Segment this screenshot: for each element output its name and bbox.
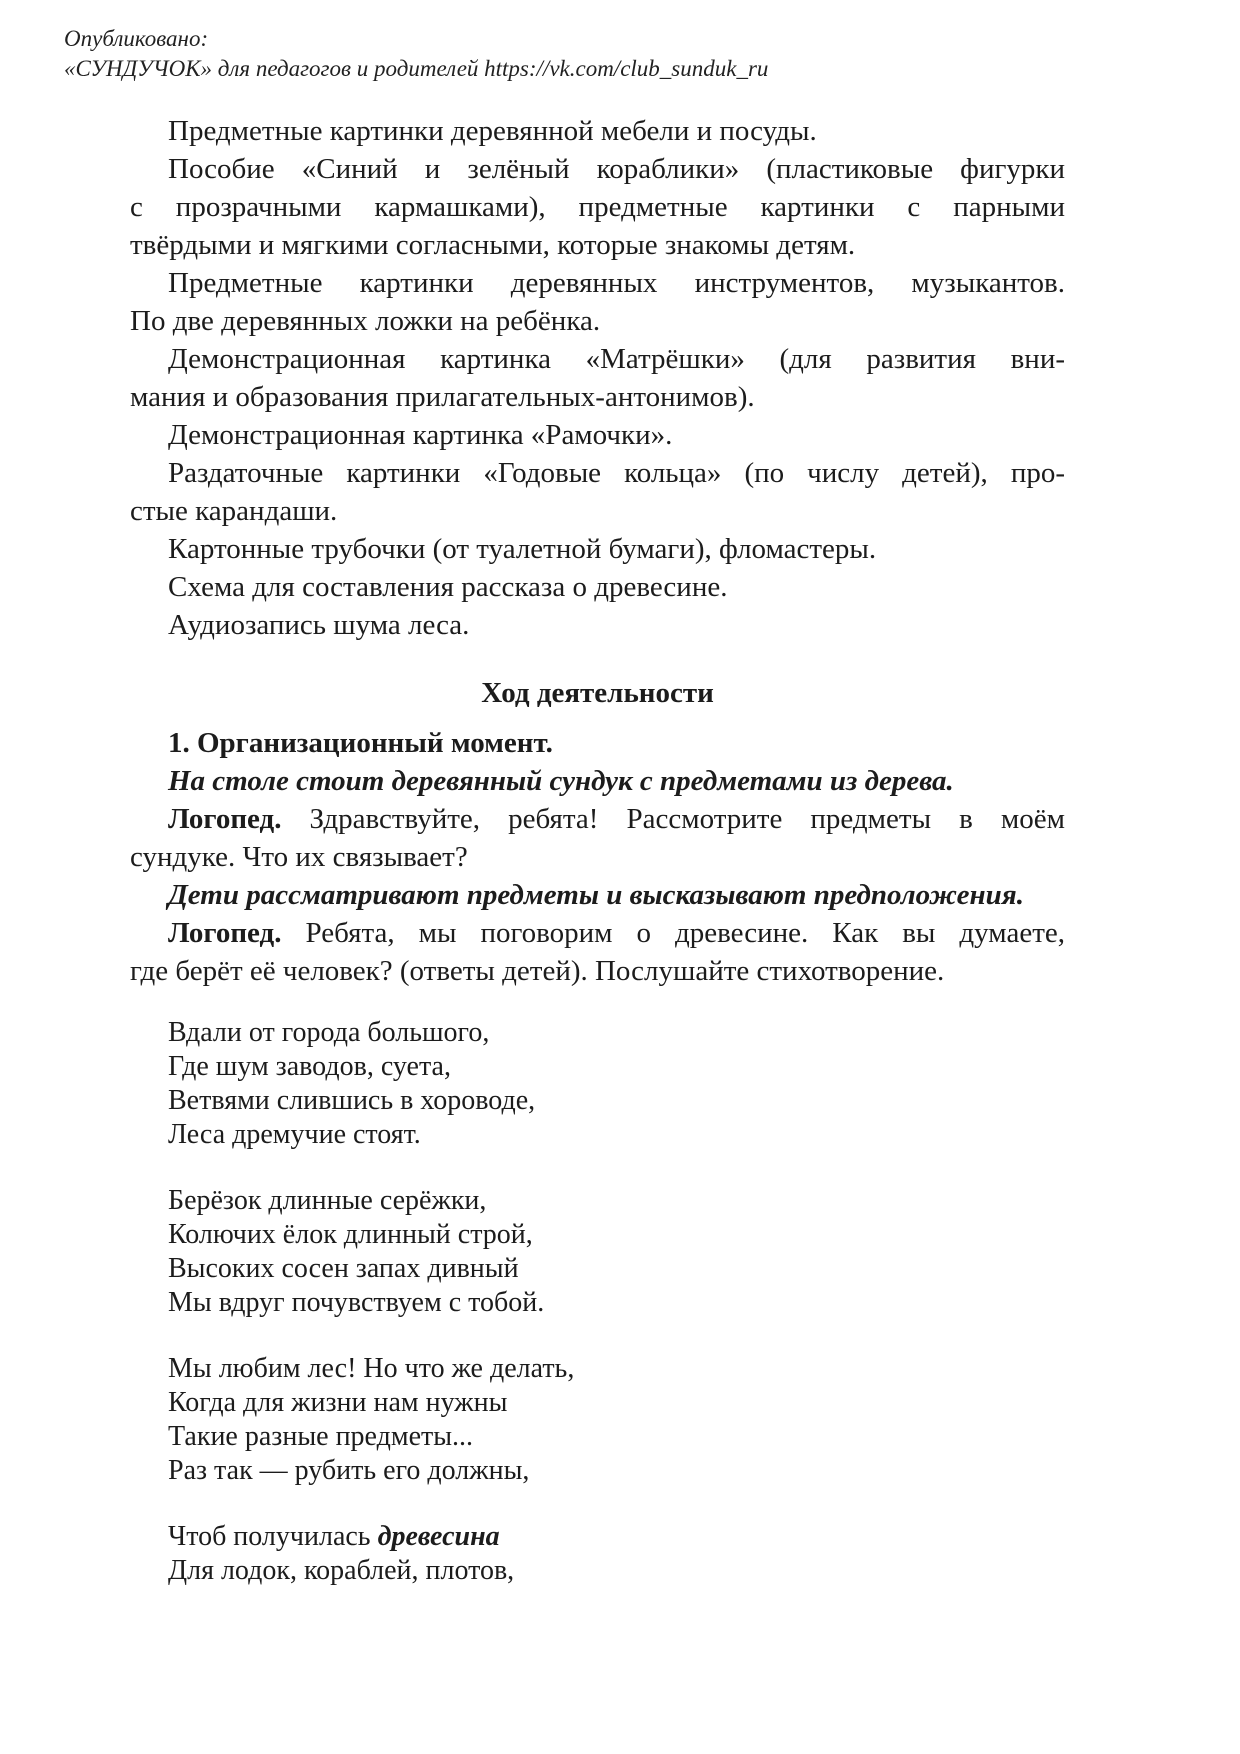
text-line: Пособие «Синий и зелёный кораблики» (пластиковые фигурки — [168, 153, 1065, 185]
poem-line: Где шум заводов, суета, — [168, 1051, 451, 1082]
speaker-label: Логопед. — [168, 917, 282, 949]
text-line: твёрдыми и мягкими согласными, которые знакомы детям. — [130, 229, 856, 261]
materials-paragraph — [130, 606, 1065, 644]
poem-line: Ветвями слившись в хороводе, — [168, 1085, 536, 1116]
poem-line: Для лодок, кораблей, плотов, — [168, 1555, 515, 1586]
text-line: Схема для составления рассказа о древесине. — [168, 571, 728, 603]
text-line: Предметные картинки деревянной мебели и посуды. — [168, 115, 817, 147]
materials-paragraph — [130, 150, 1065, 264]
speech-text: Ребята, мы поговорим о древесине. Как вы думаете, — [281, 917, 1065, 949]
materials-paragraph — [130, 340, 1065, 416]
materials-paragraph — [130, 264, 1065, 340]
poem-line: Такие разные предметы... — [168, 1421, 474, 1452]
text-line: мания и образования прилагательных-антонимов). — [130, 381, 755, 413]
poem-line: Берёзок длинные серёжки, — [168, 1185, 487, 1216]
materials-paragraph — [130, 454, 1065, 530]
text-line: Картонные трубочки (от туалетной бумаги), фломастеры. — [168, 533, 877, 565]
poem-stanza — [168, 1184, 1065, 1320]
stage-direction: Дети рассматривают предметы и высказывают предположения. — [168, 879, 1024, 911]
poem-line: Мы любим лес! Но что же делать, — [168, 1353, 575, 1384]
poem-line: Раз так — рубить его должны, — [168, 1455, 530, 1486]
poem-line — [168, 1520, 1065, 1554]
text-line: Аудиозапись шума леса. — [168, 609, 470, 641]
text-line: По две деревянных ложки на ребёнка. — [130, 305, 601, 337]
document-body — [130, 112, 1065, 1620]
published-label: Опубликовано: — [64, 26, 209, 51]
text-line: стые карандаши. — [130, 495, 338, 527]
poem-line: Высоких сосен запах дивный — [168, 1253, 519, 1284]
poem-emphasis-word: древесина — [377, 1521, 500, 1552]
document-header — [64, 24, 768, 84]
speech-line: где берёт её человек? (ответы детей). Послушайте стихотворение. — [130, 955, 945, 987]
text-line: Демонстрационная картинка «Рамочки». — [168, 419, 673, 451]
speaker-label: Логопед. — [168, 803, 282, 835]
speech-line — [130, 914, 1065, 952]
text-line: Предметные картинки деревянных инструментов, музыкантов. — [168, 267, 1065, 299]
section-heading: Ход деятельности — [481, 677, 714, 709]
step-1-block — [130, 724, 1065, 990]
materials-paragraph — [130, 568, 1065, 606]
poem-line: Леса дремучие стоят. — [168, 1119, 421, 1150]
step-title: 1. Организационный момент. — [168, 727, 553, 759]
speech-line — [130, 800, 1065, 838]
text-line: с прозрачными кармашками), предметные картинки с парными — [130, 191, 1065, 223]
text-line: Раздаточные картинки «Годовые кольца» (по числу детей), про- — [168, 457, 1065, 489]
poem-line: Когда для жизни нам нужны — [168, 1387, 508, 1418]
stage-direction: На столе стоит деревянный сундук с предметами из дерева. — [168, 765, 954, 797]
speech-line: сундуке. Что их связывает? — [130, 841, 468, 873]
poem-line: Вдали от города большого, — [168, 1017, 490, 1048]
poem-line: Мы вдруг почувствуем с тобой. — [168, 1287, 545, 1318]
speech-text: Здравствуйте, ребята! Рассмотрите предметы в моём — [281, 803, 1065, 835]
poem-stanza — [168, 1016, 1065, 1152]
text-line: Демонстрационная картинка «Матрёшки» (для развития вни- — [168, 343, 1065, 375]
poem — [168, 1016, 1065, 1588]
poem-line: Колючих ёлок длинный строй, — [168, 1219, 533, 1250]
poem-line-start: Чтоб получилась — [168, 1521, 378, 1552]
materials-paragraph — [130, 112, 1065, 150]
source-line: «СУНДУЧОК» для педагогов и родителей https://vk.com/club_sunduk_ru — [64, 56, 769, 81]
materials-paragraph — [130, 416, 1065, 454]
poem-stanza — [168, 1352, 1065, 1488]
poem-stanza — [168, 1520, 1065, 1588]
materials-paragraph — [130, 530, 1065, 568]
